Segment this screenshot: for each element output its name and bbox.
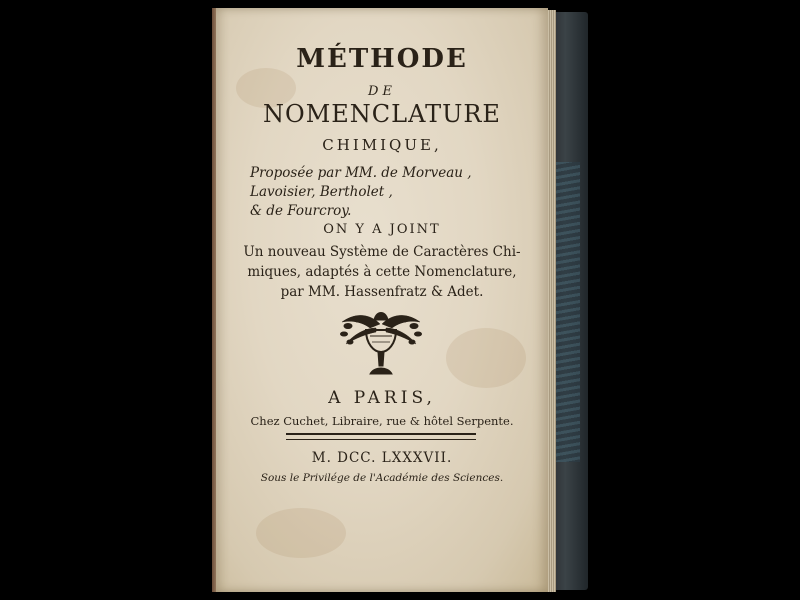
authors-line: & de Fourcroy.	[250, 203, 352, 219]
book	[210, 8, 590, 592]
privilege-note: Sous le Privilége de l'Académie des Sciences.	[260, 472, 504, 484]
joint-heading: ON Y A JOINT	[323, 222, 441, 237]
imprint-publisher: Chez Cuchet, Libraire, rue & hôtel Serpente.	[250, 414, 514, 428]
description-block	[216, 242, 548, 302]
authors-block	[250, 164, 540, 221]
imprint-year: M. DCC. LXXXVII.	[311, 450, 453, 466]
authors-line: Lavoisier, Bertholet ,	[250, 184, 393, 200]
description-line: miques, adaptés à cette Nomenclature,	[247, 264, 517, 280]
book-title: MÉTHODE	[296, 44, 468, 74]
description-line: Un nouveau Système de Caractères Chi-	[243, 244, 521, 260]
title-nomenclature: NOMENCLATURE	[263, 100, 501, 128]
paper-stain	[446, 328, 526, 388]
imprint-place: A PARIS,	[328, 388, 436, 408]
title-page	[216, 8, 548, 592]
authors-line: Proposée par MM. de Morveau ,	[250, 165, 472, 181]
paper-stain	[256, 508, 346, 558]
title-de: DE	[368, 84, 396, 99]
description-line: par MM. Hassenfratz & Adet.	[280, 284, 484, 300]
urn-ornament-icon	[336, 304, 426, 380]
double-rule-divider	[286, 433, 476, 440]
title-chimique: CHIMIQUE,	[322, 136, 442, 154]
